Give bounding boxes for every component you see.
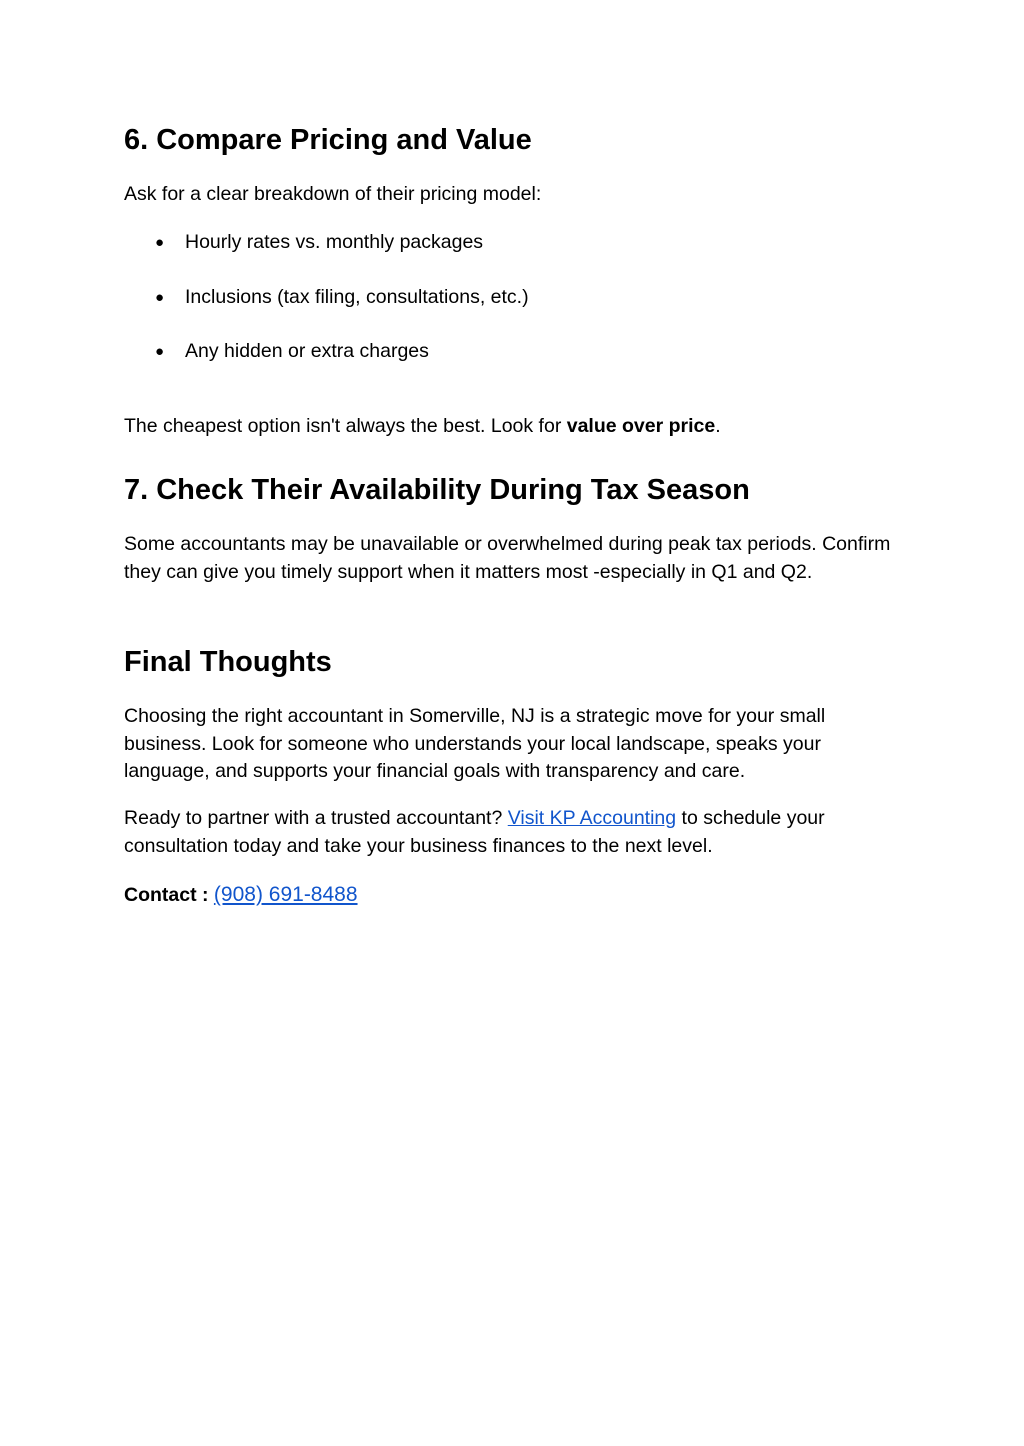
cta-text-after: to schedule your consultation today and take your business finances to the next level. bbox=[124, 807, 825, 857]
section-7-heading: 7. Check Their Availability During Tax Season bbox=[124, 474, 750, 506]
contact-line bbox=[124, 881, 904, 910]
list-item bbox=[155, 284, 529, 312]
list-item-text: Hourly rates vs. monthly packages bbox=[185, 231, 484, 253]
visit-kp-accounting-link[interactable]: Visit KP Accounting bbox=[507, 807, 677, 829]
final-thoughts-heading: Final Thoughts bbox=[124, 646, 332, 678]
section-7-body: Some accountants may be unavailable or overwhelmed during peak tax periods. Confirm they can give you timely support when it matters most -especially in Q1 and Q2. bbox=[124, 533, 891, 583]
section-6-closing bbox=[124, 413, 904, 441]
closing-bold-text: value over price bbox=[566, 415, 716, 437]
contact-phone-link[interactable]: (908) 691-8488 bbox=[213, 883, 358, 906]
list-item-text: Any hidden or extra charges bbox=[185, 340, 429, 362]
cta-text: Ready to partner with a trusted accountant? bbox=[124, 807, 508, 829]
list-item bbox=[155, 338, 429, 366]
section-6-intro: Ask for a clear breakdown of their pricing model: bbox=[124, 183, 542, 205]
bullet-icon: ● bbox=[155, 289, 165, 306]
list-item bbox=[155, 229, 483, 257]
closing-period: . bbox=[715, 415, 721, 437]
bullet-icon: ● bbox=[155, 234, 165, 251]
closing-text: The cheapest option isn't always the best. Look for bbox=[124, 415, 567, 437]
bullet-icon: ● bbox=[155, 343, 165, 360]
list-item-text: Inclusions (tax filing, consultations, etc.) bbox=[185, 286, 529, 308]
contact-label: Contact : bbox=[124, 884, 214, 906]
cta-paragraph bbox=[124, 805, 904, 860]
final-paragraph: Choosing the right accountant in Somerville, NJ is a strategic move for your small business. Look for someone who understands your local landscape, speaks your language, and supports your financial goals with transparency and care. bbox=[124, 705, 826, 782]
section-6-heading: 6. Compare Pricing and Value bbox=[124, 124, 532, 156]
